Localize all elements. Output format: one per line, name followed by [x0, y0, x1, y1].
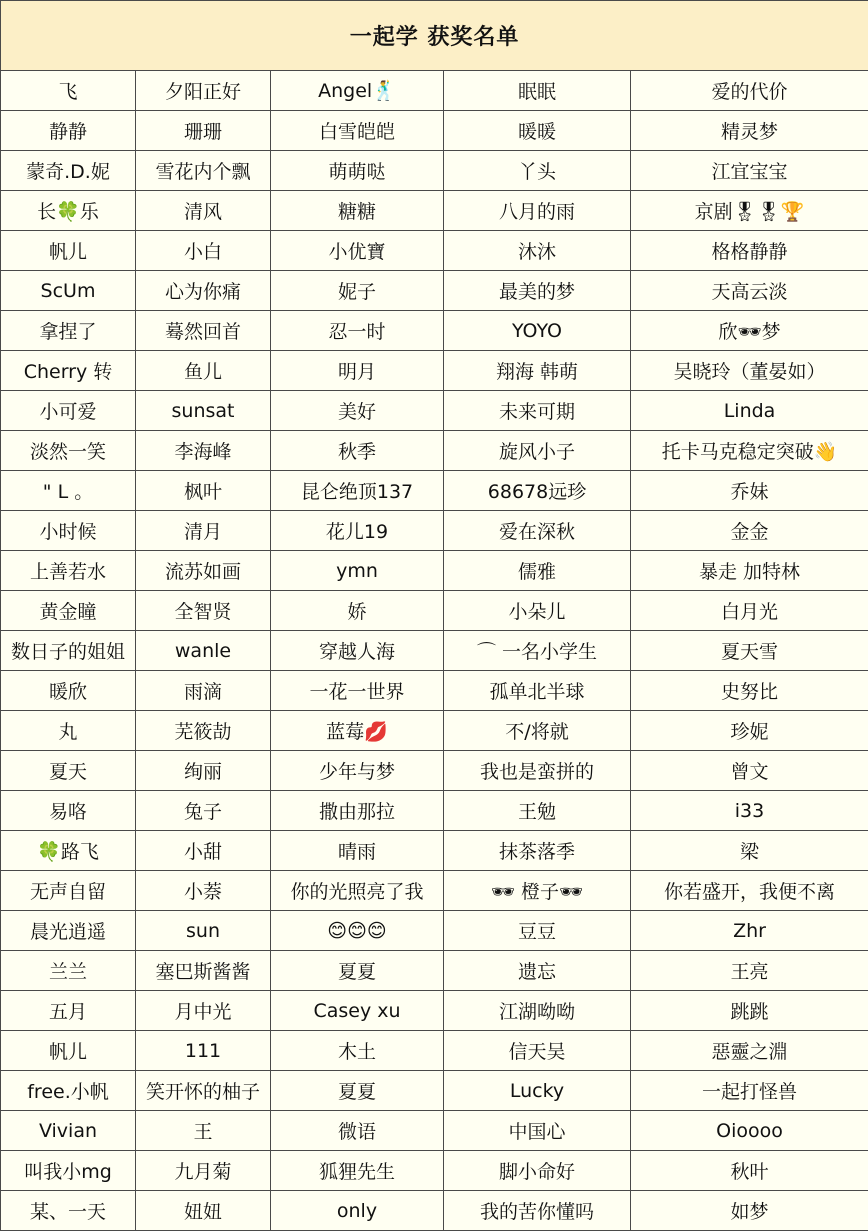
name-cell: 微语 — [271, 1111, 444, 1151]
name-cell: 少年与梦 — [271, 751, 444, 791]
name-cell: Vivian — [1, 1111, 136, 1151]
table-row — [1, 1111, 868, 1151]
name-cell: 蓝莓💋 — [271, 711, 444, 751]
name-cell: 秋季 — [271, 431, 444, 471]
name-cell: 一花一世界 — [271, 671, 444, 711]
name-cell: 晴雨 — [271, 831, 444, 871]
name-cell: 你若盛开，我便不离 — [631, 871, 868, 911]
name-cell: Linda — [631, 391, 868, 431]
name-cell: 小萘 — [136, 871, 271, 911]
name-cell: Zhr — [631, 911, 868, 951]
name-cell: 中国心 — [444, 1111, 631, 1151]
name-cell: 兔子 — [136, 791, 271, 831]
table-row — [1, 151, 868, 191]
name-cell: 金金 — [631, 511, 868, 551]
name-cell: 曾文 — [631, 751, 868, 791]
name-cell: 夕阳正好 — [136, 71, 271, 111]
table-row — [1, 271, 868, 311]
name-cell: YOYO — [444, 311, 631, 351]
name-cell: 王 — [136, 1111, 271, 1151]
name-cell: Casey xu — [271, 991, 444, 1031]
name-cell: 我也是蛮拼的 — [444, 751, 631, 791]
table-row — [1, 1191, 868, 1231]
name-cell: 静静 — [1, 111, 136, 151]
name-cell: i33 — [631, 791, 868, 831]
table-row — [1, 71, 868, 111]
name-cell: Oioooo — [631, 1111, 868, 1151]
name-cell: Angel🕺 — [271, 71, 444, 111]
name-cell: 鱼儿 — [136, 351, 271, 391]
name-cell: 珍妮 — [631, 711, 868, 751]
name-cell: 遗忘 — [444, 951, 631, 991]
name-cell: 无声自留 — [1, 871, 136, 911]
name-cell: 111 — [136, 1031, 271, 1071]
name-cell: 木土 — [271, 1031, 444, 1071]
name-cell: 夏夏 — [271, 951, 444, 991]
name-cell: 沐沐 — [444, 231, 631, 271]
table-row — [1, 871, 868, 911]
name-cell: 明月 — [271, 351, 444, 391]
name-cell: " L 。 — [1, 471, 136, 511]
name-cell: 蓦然回首 — [136, 311, 271, 351]
name-cell: Cherry 转 — [1, 351, 136, 391]
name-cell: ⌒ 一名小学生 — [444, 631, 631, 671]
table-row — [1, 591, 868, 631]
title-row — [1, 1, 868, 71]
name-cell: only — [271, 1191, 444, 1231]
table-row — [1, 1031, 868, 1071]
name-cell: 九月菊 — [136, 1151, 271, 1191]
name-cell: free.小帆 — [1, 1071, 136, 1111]
name-cell: 小甜 — [136, 831, 271, 871]
name-cell: 未来可期 — [444, 391, 631, 431]
name-cell: 梁 — [631, 831, 868, 871]
name-cell: 萌萌哒 — [271, 151, 444, 191]
name-cell: 月中光 — [136, 991, 271, 1031]
name-cell: 撒由那拉 — [271, 791, 444, 831]
table-row — [1, 231, 868, 271]
name-cell: 淡然一笑 — [1, 431, 136, 471]
name-cell: 忍一时 — [271, 311, 444, 351]
name-cell: 🍀路飞 — [1, 831, 136, 871]
name-cell: 孤单北半球 — [444, 671, 631, 711]
name-cell: 某、一天 — [1, 1191, 136, 1231]
name-cell: 李海峰 — [136, 431, 271, 471]
name-cell: ymn — [271, 551, 444, 591]
name-cell: 我的苦你懂吗 — [444, 1191, 631, 1231]
name-cell: 如梦 — [631, 1191, 868, 1231]
name-cell: 你的光照亮了我 — [271, 871, 444, 911]
name-cell: 狐狸先生 — [271, 1151, 444, 1191]
table-row — [1, 751, 868, 791]
name-cell: 小白 — [136, 231, 271, 271]
name-cell: 天高云淡 — [631, 271, 868, 311]
name-cell: 最美的梦 — [444, 271, 631, 311]
name-cell: 白月光 — [631, 591, 868, 631]
name-cell: 易咯 — [1, 791, 136, 831]
name-cell: 妞妞 — [136, 1191, 271, 1231]
name-cell: 小时候 — [1, 511, 136, 551]
name-cell: 小优寶 — [271, 231, 444, 271]
table-row — [1, 311, 868, 351]
name-cell: 乔妹 — [631, 471, 868, 511]
name-cell: 美好 — [271, 391, 444, 431]
name-cell: 糖糖 — [271, 191, 444, 231]
table-row — [1, 951, 868, 991]
name-cell: 黄金瞳 — [1, 591, 136, 631]
name-cell: ScUm — [1, 271, 136, 311]
name-cell: 京剧🎖🎖🏆 — [631, 191, 868, 231]
name-cell: wanle — [136, 631, 271, 671]
name-cell: 小朵儿 — [444, 591, 631, 631]
name-cell: 爱的代价 — [631, 71, 868, 111]
table-row — [1, 111, 868, 151]
name-cell: 雪花内个飘 — [136, 151, 271, 191]
table-row — [1, 791, 868, 831]
name-cell: 枫叶 — [136, 471, 271, 511]
name-cell: 精灵梦 — [631, 111, 868, 151]
name-cell: 68678远珍 — [444, 471, 631, 511]
name-cell: 翔海 韩萌 — [444, 351, 631, 391]
name-cell: 惡靈之淵 — [631, 1031, 868, 1071]
name-cell: sunsat — [136, 391, 271, 431]
name-cell: 吴晓玲（董晏如） — [631, 351, 868, 391]
name-cell: 白雪皑皑 — [271, 111, 444, 151]
name-cell: 塞巴斯酱酱 — [136, 951, 271, 991]
table-row — [1, 631, 868, 671]
name-cell: 脚小命好 — [444, 1151, 631, 1191]
table-row — [1, 191, 868, 231]
name-cell: 儒雅 — [444, 551, 631, 591]
name-cell: 夏夏 — [271, 1071, 444, 1111]
table-row — [1, 431, 868, 471]
name-cell: 长🍀乐 — [1, 191, 136, 231]
name-cell: 绚丽 — [136, 751, 271, 791]
name-cell: 帆儿 — [1, 231, 136, 271]
name-cell: 史努比 — [631, 671, 868, 711]
table-title: 一起学 获奖名单 — [1, 1, 868, 71]
table-row — [1, 711, 868, 751]
name-cell: 穿越人海 — [271, 631, 444, 671]
name-cell: 眠眠 — [444, 71, 631, 111]
table-row — [1, 1071, 868, 1111]
name-cell: 一起打怪兽 — [631, 1071, 868, 1111]
name-cell: 不/将就 — [444, 711, 631, 751]
name-cell: 数日子的姐姐 — [1, 631, 136, 671]
name-cell: 信天吴 — [444, 1031, 631, 1071]
name-cell: 拿捏了 — [1, 311, 136, 351]
table-row — [1, 351, 868, 391]
name-cell: 夏天雪 — [631, 631, 868, 671]
name-cell: 娇 — [271, 591, 444, 631]
name-cell: 小可爱 — [1, 391, 136, 431]
name-cell: 托卡马克稳定突破👋 — [631, 431, 868, 471]
name-cell: 😊😊😊 — [271, 911, 444, 951]
name-cell: 雨滴 — [136, 671, 271, 711]
name-cell: sun — [136, 911, 271, 951]
name-cell: 八月的雨 — [444, 191, 631, 231]
name-cell: 格格静静 — [631, 231, 868, 271]
table-row — [1, 551, 868, 591]
name-cell: 珊珊 — [136, 111, 271, 151]
table-row — [1, 1151, 868, 1191]
name-cell: 跳跳 — [631, 991, 868, 1031]
name-cell: Lucky — [444, 1071, 631, 1111]
name-cell: 江湖呦呦 — [444, 991, 631, 1031]
name-cell: 爱在深秋 — [444, 511, 631, 551]
name-cell: 花儿19 — [271, 511, 444, 551]
name-cell: 帆儿 — [1, 1031, 136, 1071]
name-cell: 王亮 — [631, 951, 868, 991]
name-cell: 叫我小mg — [1, 1151, 136, 1191]
name-cell: 抹茶落季 — [444, 831, 631, 871]
name-cell: 丸 — [1, 711, 136, 751]
name-cell: 丫头 — [444, 151, 631, 191]
name-cell: 五月 — [1, 991, 136, 1031]
name-cell: 妮子 — [271, 271, 444, 311]
table-row — [1, 911, 868, 951]
name-cell: 全智贤 — [136, 591, 271, 631]
name-cell: 暖欣 — [1, 671, 136, 711]
name-cell: 江宜宝宝 — [631, 151, 868, 191]
name-cell: 流苏如画 — [136, 551, 271, 591]
name-cell: 王勉 — [444, 791, 631, 831]
name-cell: 清月 — [136, 511, 271, 551]
name-cell: 夏天 — [1, 751, 136, 791]
name-cell: 心为你痛 — [136, 271, 271, 311]
name-cell: 芜筱劼 — [136, 711, 271, 751]
name-cell: 豆豆 — [444, 911, 631, 951]
name-cell: 清风 — [136, 191, 271, 231]
name-cell: 蒙奇.D.妮 — [1, 151, 136, 191]
name-cell: 昆仑绝顶137 — [271, 471, 444, 511]
table-row — [1, 991, 868, 1031]
name-cell: 暖暖 — [444, 111, 631, 151]
name-cell: 笑开怀的柚子 — [136, 1071, 271, 1111]
table-body — [1, 71, 868, 1231]
name-cell: 上善若水 — [1, 551, 136, 591]
table-row — [1, 471, 868, 511]
name-cell: 飞 — [1, 71, 136, 111]
name-cell: 🕶 橙子🕶 — [444, 871, 631, 911]
table-row — [1, 511, 868, 551]
name-cell: 暴走 加特林 — [631, 551, 868, 591]
name-cell: 旋风小子 — [444, 431, 631, 471]
table-row — [1, 391, 868, 431]
table-row — [1, 671, 868, 711]
name-cell: 兰兰 — [1, 951, 136, 991]
name-cell: 欣🕶梦 — [631, 311, 868, 351]
name-cell: 晨光逍遥 — [1, 911, 136, 951]
table-row — [1, 831, 868, 871]
name-cell: 秋叶 — [631, 1151, 868, 1191]
